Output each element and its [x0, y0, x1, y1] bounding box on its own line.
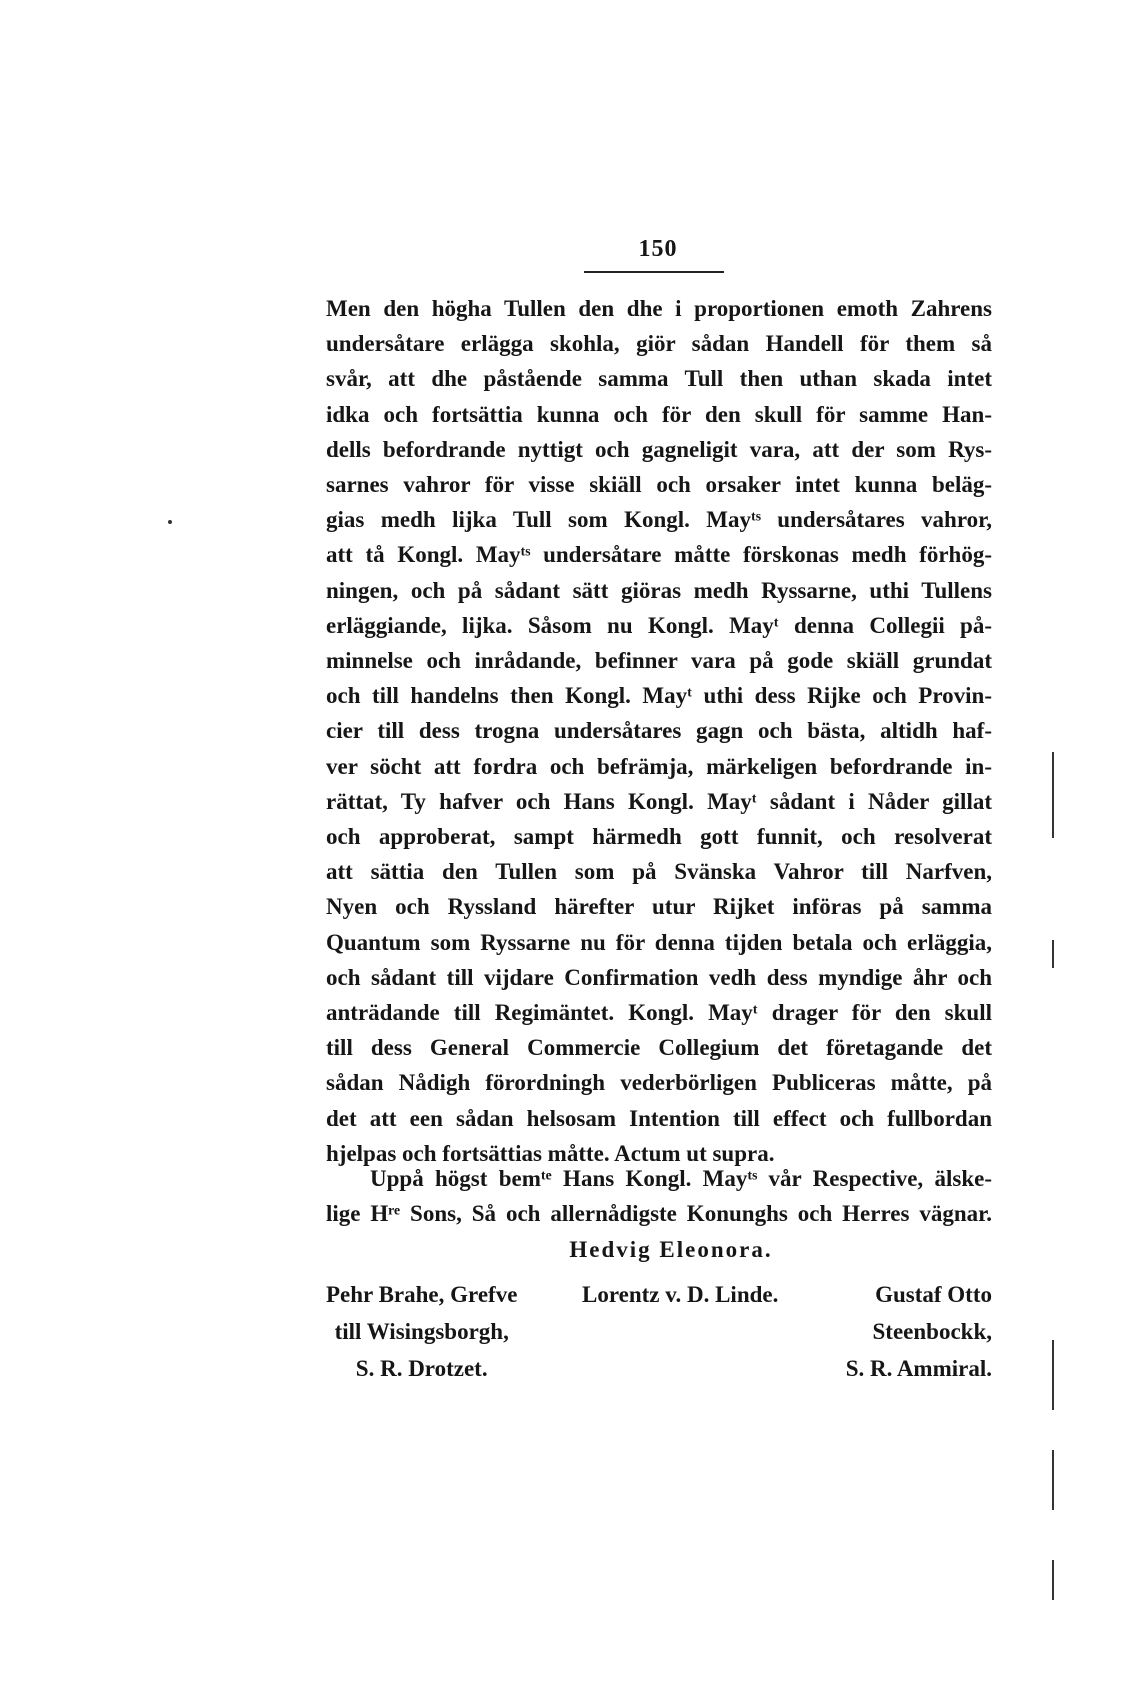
signatory-line: till Wisingsborgh, [334, 1319, 509, 1344]
scan-mark [1052, 940, 1054, 968]
signatory-left [326, 1276, 517, 1387]
page-number: 150 [638, 236, 678, 262]
body-line: idka och fortsättia kunna och för den skull för samme Han- [326, 401, 992, 427]
signatory-line: Lorentz v. D. Linde. [582, 1282, 779, 1307]
scan-mark [168, 520, 172, 524]
closing-paragraph [326, 1161, 992, 1231]
body-line: att sättia den Tullen som på Svänska Vahror till Narfven, [326, 859, 992, 885]
body-line: och till handelns then Kongl. Mayᵗ uthi dess Rijke och Provin- [326, 683, 992, 709]
signatory-line: S. R. Ammiral. [845, 1356, 992, 1381]
body-line: svår, att dhe påstående samma Tull then uthan skada intet [326, 366, 992, 392]
body-line: ver söcht att fordra och befrämja, märkeligen befordrande in- [326, 753, 992, 779]
body-line: och approberat, sampt härmedh gott funnit, och resolverat [326, 824, 992, 850]
scan-mark [1052, 1450, 1054, 1510]
signatory-line: Pehr Brahe, Grefve [326, 1282, 518, 1307]
monarch-signature: Hedvig Eleonora. [569, 1237, 773, 1262]
body-line: anträdande till Regimäntet. Kongl. Mayᵗ drager för den skull [326, 1000, 992, 1026]
body-line-last: hjelpas och fortsättias måtte. Actum ut supra. [326, 1140, 775, 1166]
closing-line: Uppå högst bemᵗᵉ Hans Kongl. Mayᵗˢ vår Respective, älske- [370, 1166, 992, 1191]
body-line: Nyen och Ryssland härefter utur Rijket införas på samma [326, 894, 992, 920]
body-line: att tå Kongl. Mayᵗˢ undersåtare måtte förskonas medh förhög- [326, 542, 992, 568]
body-line: sådan Nådigh förordningh vederbörligen Publiceras måtte, på [326, 1070, 992, 1096]
closing-line: lige Hʳᵉ Sons, Så och allernådigste Konunghs och Herres vägnar. [326, 1201, 992, 1226]
signatory-right [820, 1276, 992, 1387]
body-paragraph [326, 291, 992, 1171]
body-line: sarnes vahror för visse skiäll och orsaker intet kunna beläg- [326, 472, 992, 498]
body-line: undersåtare erlägga skohla, giör sådan Handell för them så [326, 331, 992, 357]
body-line: erläggiande, lijka. Såsom nu Kongl. Mayᵗ denna Collegii på- [326, 612, 992, 638]
scan-mark [1052, 1560, 1054, 1600]
scan-mark [1052, 1340, 1054, 1410]
signatory-middle [582, 1276, 778, 1313]
body-line: rättat, Ty hafver och Hans Kongl. Mayᵗ sådant i Nåder gillat [326, 788, 992, 814]
body-line: dells befordrande nyttigt och gagneligit vara, att der som Rys- [326, 436, 992, 462]
header-rule [584, 271, 724, 273]
signatory-line: S. R. Drotzet. [355, 1356, 488, 1381]
body-line: det att een sådan helsosam Intention till effect och fullbordan [326, 1105, 992, 1131]
body-line: till dess General Commercie Collegium det företagande det [326, 1035, 992, 1061]
body-line: gias medh lijka Tull som Kongl. Mayᵗˢ undersåtares vahror, [326, 507, 992, 533]
scan-mark [1052, 752, 1054, 838]
body-line: minnelse och inrådande, befinner vara på gode skiäll grundat [326, 648, 992, 674]
signatory-line: Steenbockk, [872, 1319, 992, 1344]
signatory-line: Gustaf Otto [875, 1282, 992, 1307]
body-line: Men den högha Tullen den dhe i proportionen emoth Zahrens [326, 296, 992, 321]
body-line: Quantum som Ryssarne nu för denna tijden betala och erläggia, [326, 929, 992, 955]
body-line: ningen, och på sådant sätt giöras medh Ryssarne, uthi Tullens [326, 577, 992, 603]
body-line: cier till dess trogna undersåtares gagn och bästa, altidh haf- [326, 718, 992, 744]
body-line: och sådant till vijdare Confirmation vedh dess myndige åhr och [326, 964, 992, 990]
